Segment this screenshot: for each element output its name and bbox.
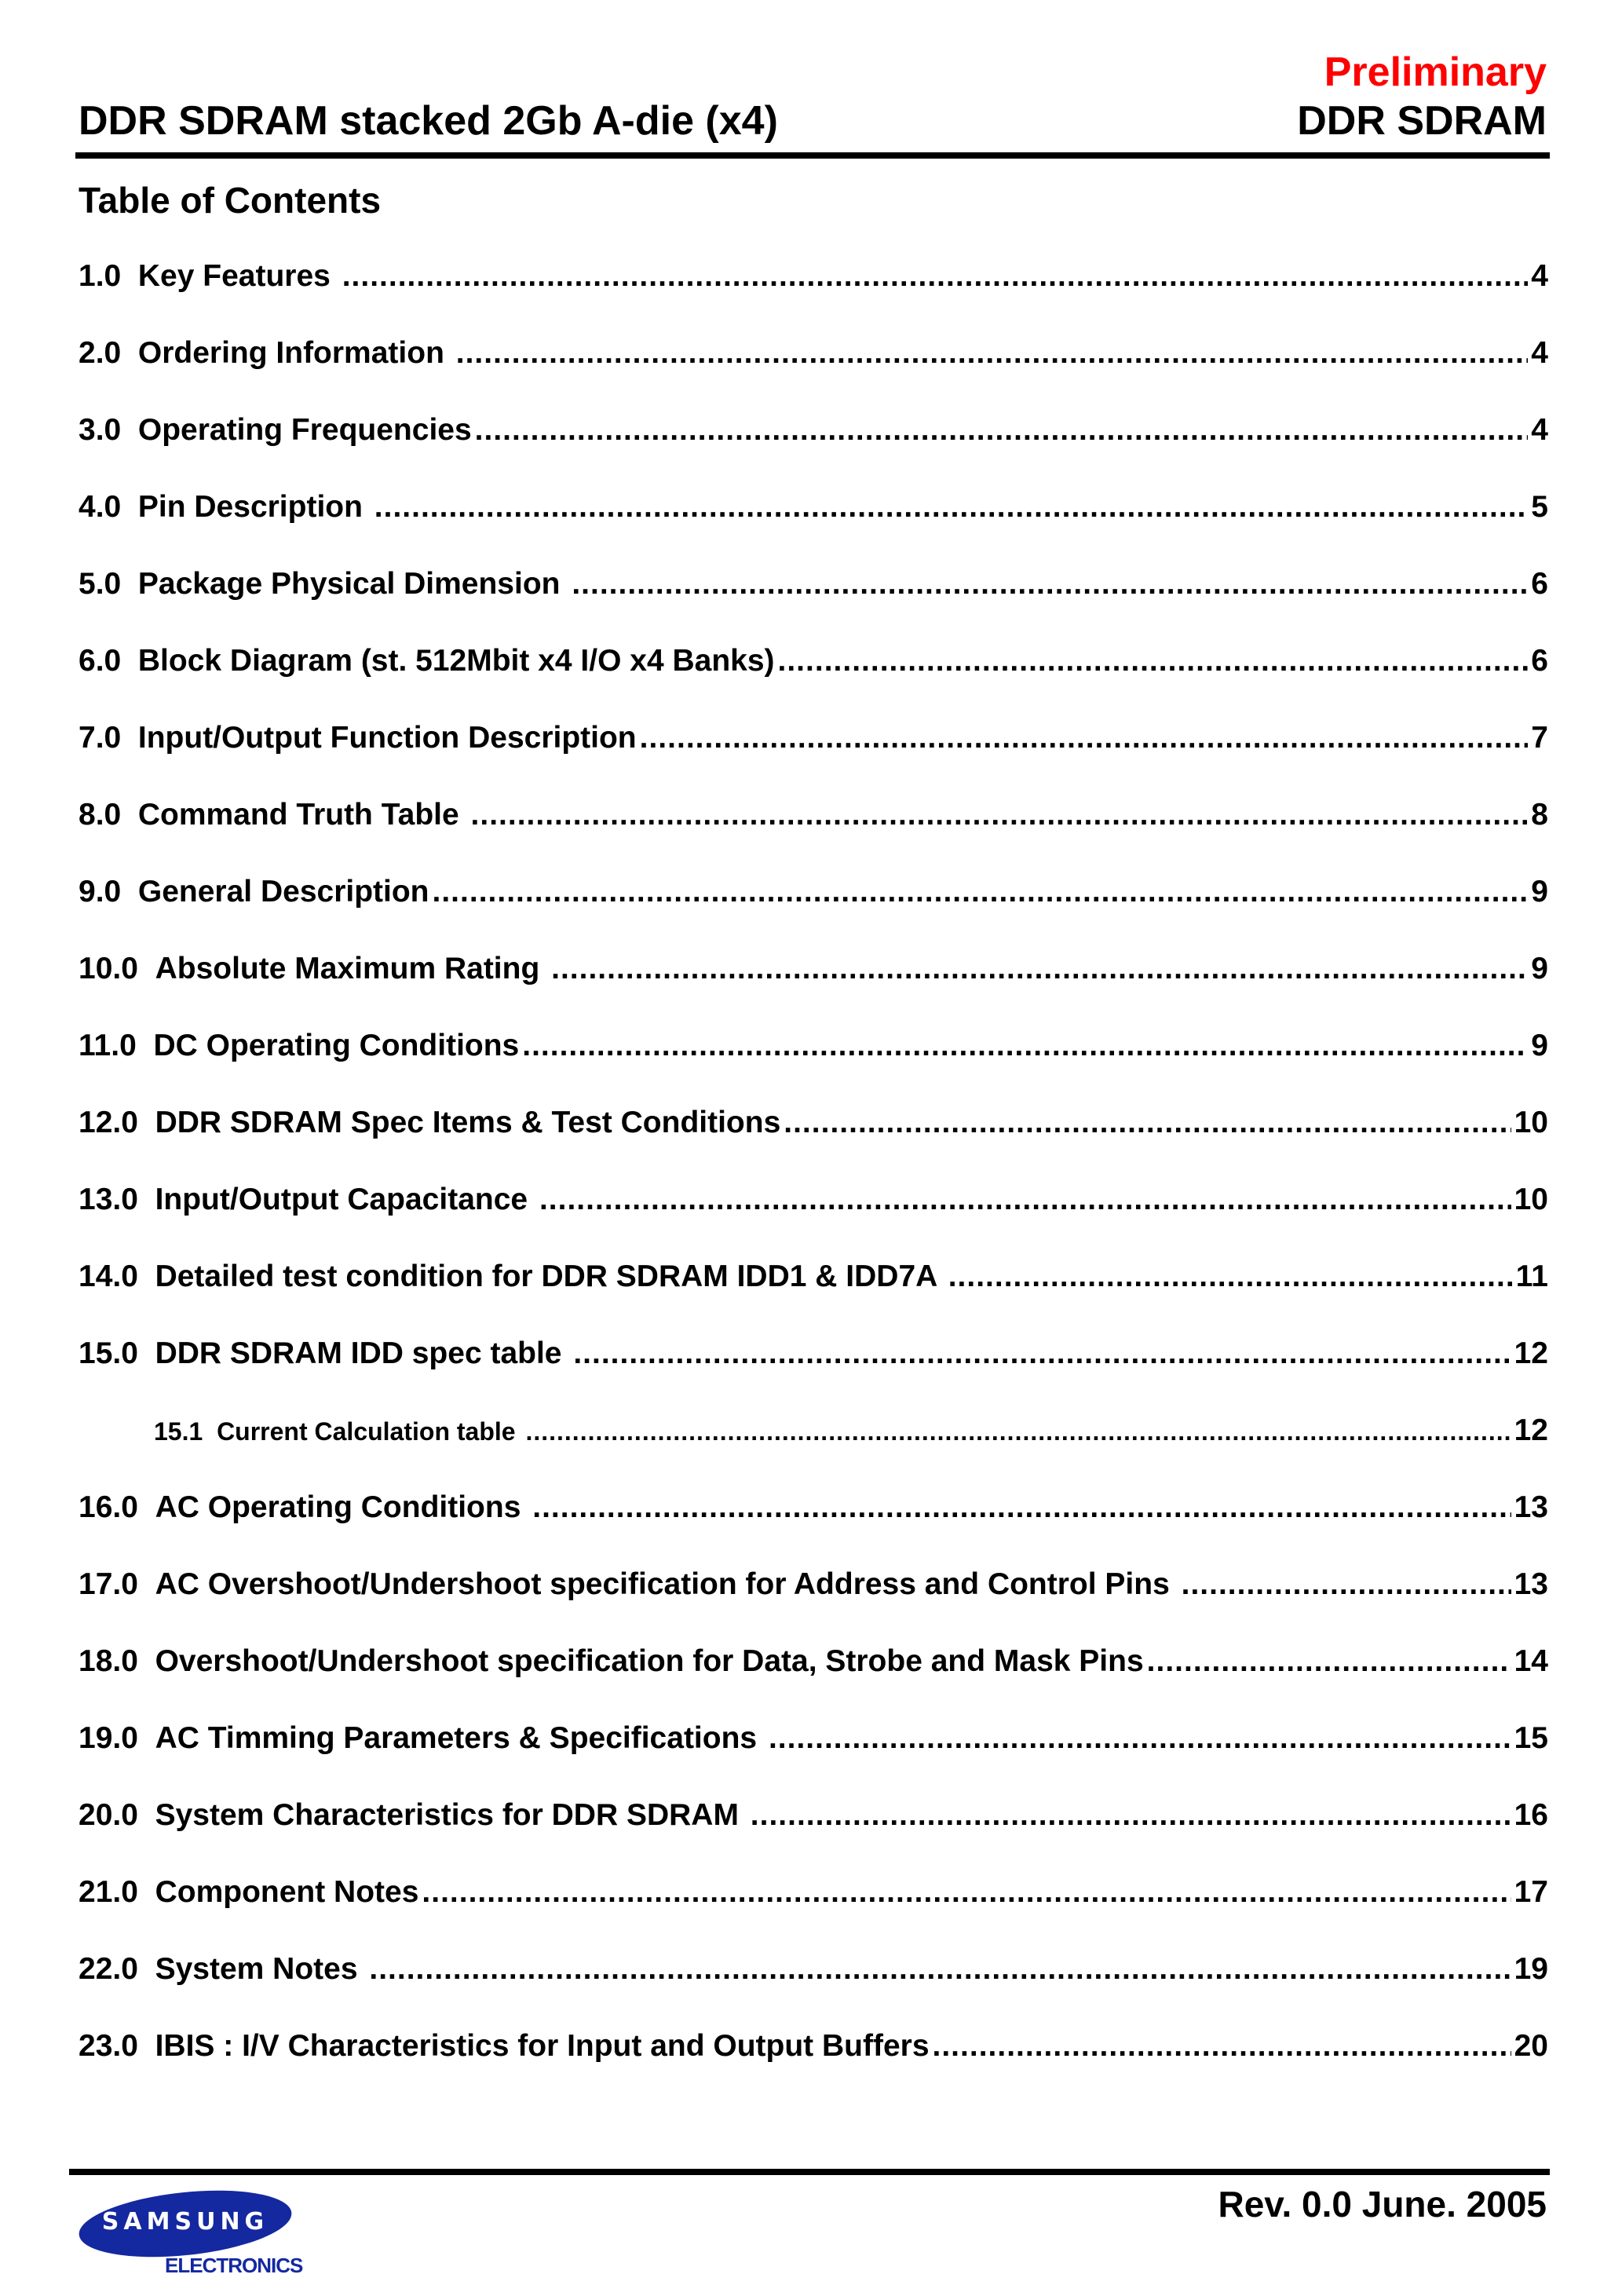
logo-wordmark: SAMSUNG	[101, 2208, 269, 2236]
toc-entry-label: AC Overshoot/Undershoot specification for Address and Control Pins	[155, 1567, 1178, 1601]
toc-entry[interactable]	[79, 413, 1548, 490]
toc-entry[interactable]	[79, 259, 1548, 336]
toc-dot-leader	[539, 1183, 1511, 1217]
toc-entry-label: Component Notes	[155, 1875, 419, 1909]
toc-dot-leader	[369, 1952, 1511, 1987]
toc-entry-label: Command Truth Table	[137, 798, 468, 832]
preliminary-label: Preliminary	[1324, 49, 1547, 95]
toc-dot-leader	[422, 1875, 1511, 1910]
toc-entry-page: 8	[1531, 798, 1548, 832]
toc-entry[interactable]	[79, 1106, 1548, 1183]
toc-entry-label: Input/Output Capacitance	[155, 1183, 536, 1216]
toc-entry-label: DDR SDRAM IDD spec table	[155, 1336, 571, 1370]
toc-entry-number: 3.0	[79, 413, 138, 447]
toc-entry-number: 5.0	[79, 567, 138, 601]
toc-dot-leader	[342, 259, 1529, 294]
toc-entry-page: 10	[1514, 1106, 1548, 1139]
toc-entry-page: 13	[1514, 1567, 1548, 1601]
toc-entry-page: 9	[1531, 875, 1548, 909]
toc-dot-leader	[933, 2029, 1511, 2064]
toc-entry-page: 9	[1531, 1029, 1548, 1062]
toc-entry-number: 18.0	[79, 1644, 155, 1678]
toc-entry-number: 7.0	[79, 721, 138, 755]
toc-dot-leader	[751, 1798, 1511, 1833]
toc-entry-page: 16	[1514, 1798, 1548, 1832]
toc-entry-label: IBIS : I/V Characteristics for Input and Output Buffers	[155, 2029, 930, 2063]
toc-entry-number: 21.0	[79, 1875, 155, 1909]
toc-entry-label: Input/Output Function Description	[137, 721, 637, 755]
toc-entry-label: AC Timming Parameters & Specifications	[155, 1721, 765, 1755]
toc-entry-number: 20.0	[79, 1798, 155, 1832]
toc-entry[interactable]	[79, 952, 1548, 1029]
toc-entry-page: 11	[1515, 1260, 1548, 1293]
toc-dot-leader	[948, 1260, 1513, 1294]
toc-entry[interactable]	[79, 1490, 1548, 1567]
toc-entry[interactable]	[79, 721, 1548, 798]
toc-entry-page: 12	[1514, 1336, 1548, 1370]
toc-dot-leader	[532, 1490, 1511, 1525]
revision-date: Rev. 0.0 June. 2005	[1218, 2184, 1547, 2225]
toc-dot-leader	[573, 1336, 1511, 1371]
toc-dot-leader	[433, 875, 1529, 909]
toc-entry-number: 2.0	[79, 336, 138, 370]
toc-entry-label: Overshoot/Undershoot specification for Data, Strobe and Mask Pins	[155, 1644, 1144, 1678]
toc-entry-label: System Characteristics for DDR SDRAM	[155, 1798, 747, 1832]
toc-entry-label: Ordering Information	[137, 336, 453, 370]
toc-dot-leader	[471, 798, 1529, 832]
toc-entry[interactable]	[79, 1567, 1548, 1644]
toc-entry[interactable]	[79, 1413, 1548, 1490]
toc-dot-leader	[1147, 1644, 1511, 1679]
toc-entry-number: 11.0	[79, 1029, 154, 1062]
toc-entry-number: 12.0	[79, 1106, 155, 1139]
toc-entry-label: Current Calculation table	[217, 1417, 523, 1446]
toc-entry-label: General Description	[137, 875, 429, 909]
toc-entry-number: 17.0	[79, 1567, 155, 1601]
toc-entry-number: 14.0	[79, 1260, 155, 1293]
toc-entry[interactable]	[79, 1029, 1548, 1106]
toc-entry[interactable]	[79, 490, 1548, 567]
toc-entry-page: 4	[1531, 336, 1548, 370]
toc-entry-page: 13	[1514, 1490, 1548, 1524]
toc-dot-leader	[522, 1029, 1528, 1063]
footer-rule	[69, 2169, 1550, 2175]
toc-dot-leader	[525, 1417, 1511, 1446]
toc-entry-number: 13.0	[79, 1183, 155, 1216]
toc-heading: Table of Contents	[79, 180, 382, 221]
toc-entry-number: 9.0	[79, 875, 138, 909]
toc-entry-page: 9	[1531, 952, 1548, 985]
toc-entry-page: 14	[1514, 1644, 1548, 1678]
toc-entry-number: 15.0	[79, 1336, 155, 1370]
toc-entry-page: 10	[1514, 1183, 1548, 1216]
toc-entry[interactable]	[79, 567, 1548, 644]
toc-entry[interactable]	[79, 1336, 1548, 1413]
toc-entry-label: DC Operating Conditions	[153, 1029, 520, 1062]
toc-entry-page: 7	[1531, 721, 1548, 755]
toc-entry-page: 19	[1514, 1952, 1548, 1986]
toc-entry[interactable]	[79, 1260, 1548, 1336]
toc-entry[interactable]	[79, 336, 1548, 413]
toc-entry-page: 15	[1514, 1721, 1548, 1755]
toc-entry-label: Package Physical Dimension	[137, 567, 569, 601]
toc-entry-number: 6.0	[79, 644, 138, 678]
toc-entry-number: 8.0	[79, 798, 138, 832]
logo-subtitle: ELECTRONICS	[165, 2254, 303, 2277]
toc-entry-page: 5	[1531, 490, 1548, 524]
toc-entry-number: 22.0	[79, 1952, 155, 1986]
toc-dot-leader	[640, 721, 1529, 755]
toc-entry-page: 4	[1531, 259, 1548, 293]
toc-entry-number: 16.0	[79, 1490, 155, 1524]
toc-entry-number: 10.0	[79, 952, 155, 985]
toc-entry-label: Detailed test condition for DDR SDRAM IDD1 & IDD7A	[155, 1260, 945, 1293]
toc-dot-leader	[784, 1106, 1511, 1140]
toc-entry[interactable]	[79, 875, 1548, 952]
toc-entry[interactable]	[79, 1798, 1548, 1875]
toc-entry-number: 15.1	[154, 1417, 217, 1446]
toc-entry-label: Pin Description	[137, 490, 371, 524]
toc-entry-label: System Notes	[155, 1952, 367, 1986]
toc-entry-label: Absolute Maximum Rating	[155, 952, 549, 985]
toc-entry[interactable]	[79, 1183, 1548, 1260]
toc-entry[interactable]	[79, 2029, 1548, 2106]
toc-entry-page: 6	[1531, 567, 1548, 601]
toc-entry-label: Operating Frequencies	[137, 413, 472, 447]
header-rule	[75, 152, 1550, 159]
toc-dot-leader	[1182, 1567, 1511, 1602]
toc-dot-leader	[572, 567, 1528, 601]
toc-dot-leader	[778, 644, 1529, 678]
table-of-contents	[79, 259, 1548, 2106]
toc-dot-leader	[769, 1721, 1511, 1756]
toc-entry[interactable]	[79, 644, 1548, 721]
toc-entry-page: 12	[1514, 1413, 1548, 1447]
toc-dot-leader	[456, 336, 1529, 371]
toc-dot-leader	[475, 413, 1529, 448]
toc-entry-page: 4	[1531, 413, 1548, 447]
document-title: DDR SDRAM stacked 2Gb A-die (x4)	[79, 98, 778, 144]
toc-entry-number: 19.0	[79, 1721, 155, 1755]
document-type: DDR SDRAM	[1297, 98, 1547, 144]
toc-entry-label: AC Operating Conditions	[155, 1490, 530, 1524]
toc-entry-page: 17	[1514, 1875, 1548, 1909]
toc-entry-number: 1.0	[79, 259, 138, 293]
toc-entry[interactable]	[79, 798, 1548, 875]
toc-entry-number: 23.0	[79, 2029, 155, 2063]
toc-dot-leader	[551, 952, 1528, 986]
toc-entry-label: Key Features	[137, 259, 339, 293]
toc-entry[interactable]	[79, 1721, 1548, 1798]
toc-entry-number: 4.0	[79, 490, 138, 524]
toc-entry-page: 20	[1514, 2029, 1548, 2063]
toc-entry[interactable]	[79, 1952, 1548, 2029]
toc-entry-label: Block Diagram (st. 512Mbit x4 I/O x4 Banks)	[137, 644, 775, 678]
toc-entry[interactable]	[79, 1644, 1548, 1721]
toc-entry-label: DDR SDRAM Spec Items & Test Conditions	[155, 1106, 781, 1139]
toc-entry-page: 6	[1531, 644, 1548, 678]
toc-dot-leader	[374, 490, 1529, 525]
toc-entry[interactable]	[79, 1875, 1548, 1952]
